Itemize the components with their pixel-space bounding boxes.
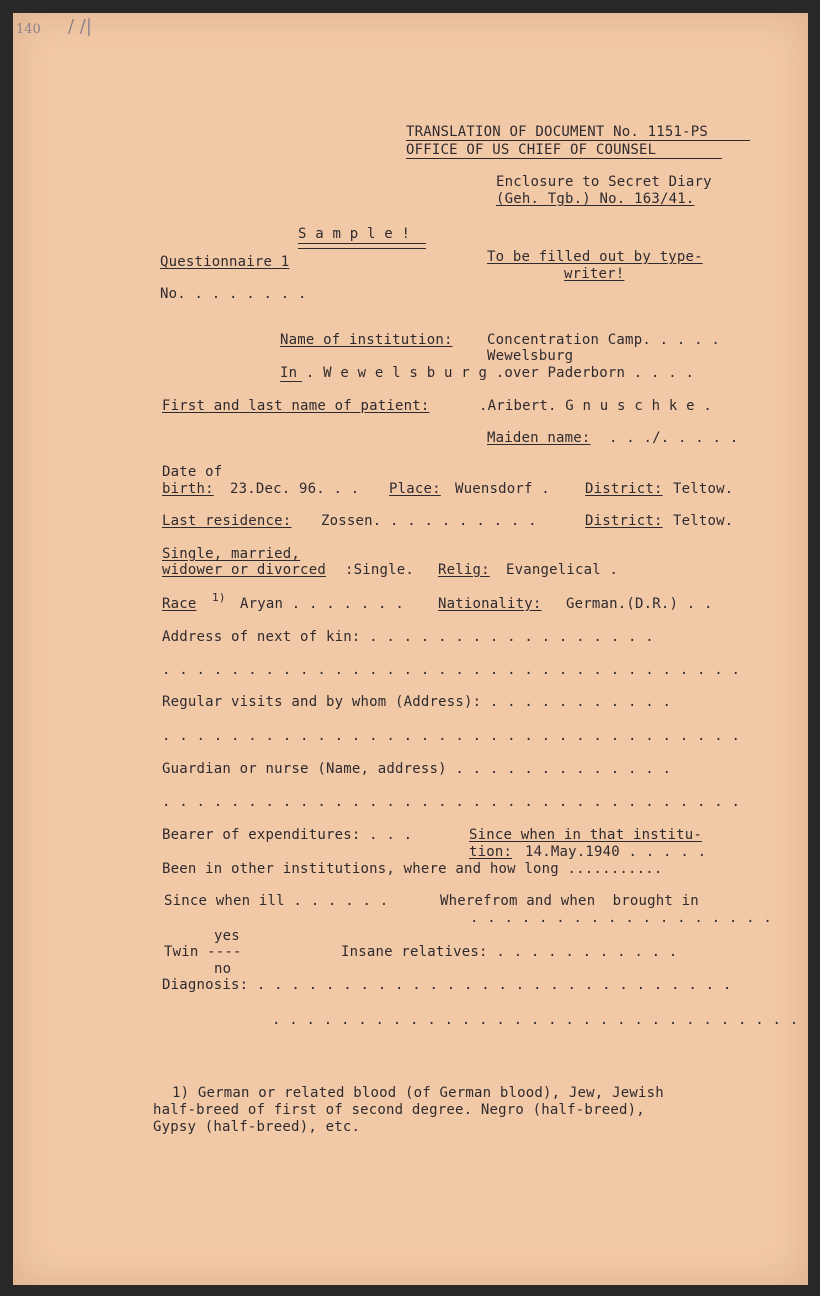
other-institutions: Been in other institutions, where and how long ...........: [162, 861, 663, 877]
district2-value: Teltow.: [673, 513, 734, 529]
typewriter-note-2: writer!: [564, 266, 625, 282]
office-line: OFFICE OF US CHIEF OF COUNSEL: [406, 142, 657, 158]
since-when-ill: Since when ill . . . . . .: [164, 893, 389, 909]
dob-label-1: Date of: [162, 464, 223, 480]
questionnaire-label: Questionnaire 1: [160, 254, 290, 270]
institution-label: Name of institution:: [280, 332, 453, 348]
footnote-line-3: Gypsy (half-breed), etc.: [153, 1119, 361, 1135]
enclosure-line-1: Enclosure to Secret Diary: [496, 174, 712, 190]
patient-value: .Aribert. G n u s c h k e .: [479, 398, 712, 414]
insane-relatives: Insane relatives: . . . . . . . . . . .: [341, 944, 678, 960]
institution-value-1: Concentration Camp. . . . .: [487, 332, 720, 348]
race-label: Race: [162, 596, 197, 612]
enclosure-line-2: (Geh. Tgb.) No. 163/41.: [496, 191, 695, 207]
residence-label: Last residence:: [162, 513, 292, 529]
pencil-page-number: 140: [16, 22, 41, 37]
district-label: District:: [585, 481, 663, 497]
relig-label: Relig:: [438, 562, 490, 578]
twin-yes: yes: [214, 928, 240, 944]
wherefrom-brought: Wherefrom and when brought in: [440, 893, 699, 909]
patient-label: First and last name of patient:: [162, 398, 430, 414]
place-value: Wuensdorf .: [455, 481, 550, 497]
marital-label-1: Single, married,: [162, 546, 301, 562]
race-footnote-mark: 1): [212, 591, 226, 604]
dob-label-2: birth:: [162, 481, 214, 497]
pencil-mark: / /|: [68, 16, 92, 37]
number-line: No. . . . . . . .: [160, 286, 307, 302]
guardian: Guardian or nurse (Name, address) . . . . . . . . . . . . .: [162, 761, 672, 777]
race-value: Aryan . . . . . . .: [240, 596, 404, 612]
diagnosis: Diagnosis: . . . . . . . . . . . . . . . . . . . . . . . . . . . .: [162, 977, 732, 993]
diagnosis-dots: . . . . . . . . . . . . . . . . . . . . . . . . . . . . . . .: [272, 1012, 799, 1028]
translation-line: TRANSLATION OF DOCUMENT No. 1151-PS: [406, 124, 709, 140]
dob-value: 23.Dec. 96. . .: [230, 481, 369, 497]
regular-visits: Regular visits and by whom (Address): . . . . . . . . . . .: [162, 694, 672, 710]
footnote-line-2: half-breed of first of second degree. Negro (half-breed),: [153, 1102, 645, 1118]
since-institution-value: 14.May.1940 . . . . .: [525, 844, 707, 860]
since-institution-label-2: tion:: [469, 844, 513, 860]
marital-label-2: widower or divorced: [162, 562, 326, 578]
kin-dots: . . . . . . . . . . . . . . . . . . . . . . . . . . . . . . . . . .: [162, 662, 741, 678]
visits-dots: . . . . . . . . . . . . . . . . . . . . . . . . . . . . . . . . . .: [162, 728, 741, 744]
relig-value: Evangelical .: [506, 562, 619, 578]
wherefrom-dots: . . . . . . . . . . . . . . . . . .: [470, 910, 773, 926]
footnote-line-1: 1) German or related blood (of German blood), Jew, Jewish: [172, 1085, 664, 1101]
institution-value-2: Wewelsburg: [487, 348, 574, 364]
in-line: In . W e w e l s b u r g .over Paderborn . . . .: [280, 365, 695, 381]
district-value: Teltow.: [673, 481, 734, 497]
typewriter-note-1: To be filled out by type-: [487, 249, 703, 265]
kin-address: Address of next of kin: . . . . . . . . . . . . . . . . .: [162, 629, 654, 645]
maiden-value: . . ./. . . . .: [609, 430, 739, 446]
twin-no: no: [214, 961, 232, 977]
twin-label: Twin ----: [164, 944, 242, 960]
guardian-dots: . . . . . . . . . . . . . . . . . . . . . . . . . . . . . . . . . .: [162, 794, 741, 810]
residence-value: Zossen. . . . . . . . . .: [321, 513, 537, 529]
maiden-label: Maiden name:: [487, 430, 591, 446]
nationality-value: German.(D.R.) . .: [566, 596, 713, 612]
nationality-label: Nationality:: [438, 596, 542, 612]
bearer-of-expenditures: Bearer of expenditures: . . .: [162, 827, 413, 843]
sample-title: S a m p l e !: [298, 226, 411, 242]
place-label: Place:: [389, 481, 441, 497]
district2-label: District:: [585, 513, 663, 529]
marital-value: :Single.: [345, 562, 415, 578]
since-institution-label-1: Since when in that institu-: [469, 827, 702, 843]
